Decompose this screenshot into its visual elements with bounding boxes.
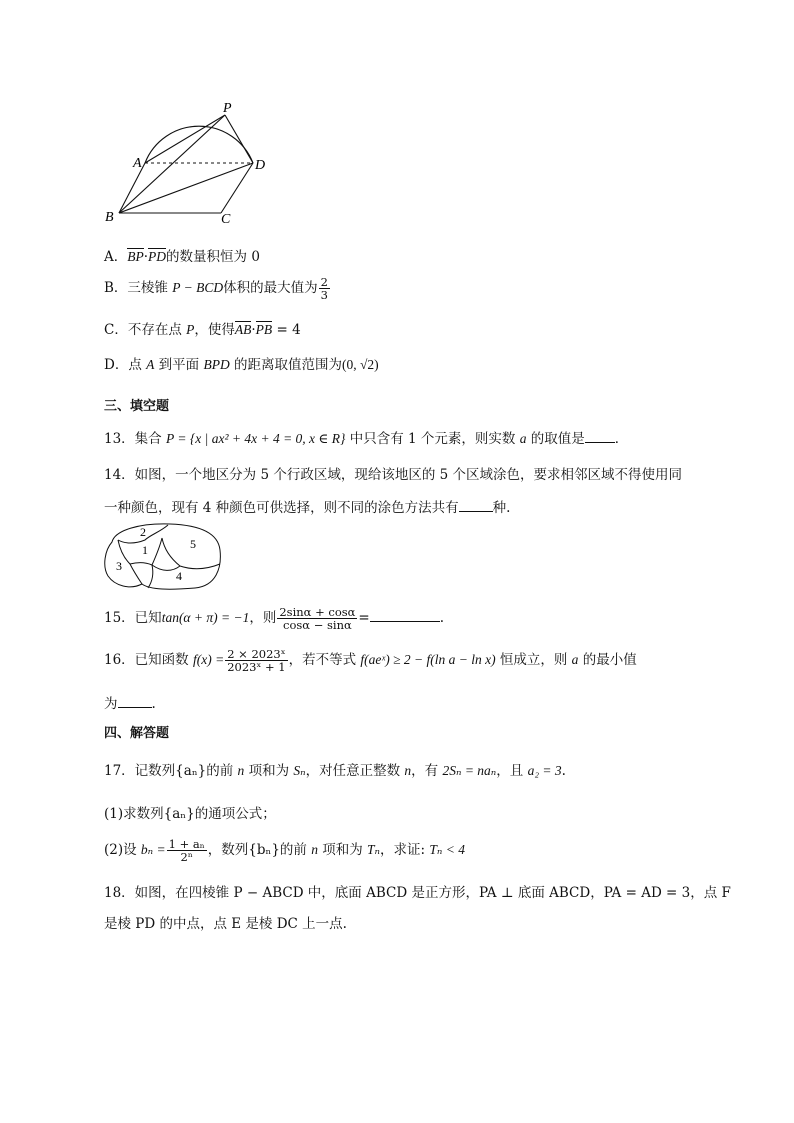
q14-line2b: 种. (492, 500, 511, 516)
point-a: A (146, 357, 155, 372)
q17-T: Tₙ (367, 842, 381, 858)
option-b-text: 体积的最大值为 (223, 280, 318, 297)
plane-bpd: BPD (203, 357, 230, 372)
vector-pb: PB (255, 322, 273, 337)
q15-eq: = (358, 610, 370, 627)
option-b-expr: P − BCD (172, 280, 224, 296)
option-b-prefix: B．三棱锥 (104, 280, 173, 297)
option-c (104, 318, 301, 338)
answer-blank (585, 441, 615, 443)
option-d (104, 353, 379, 373)
question-15 (104, 606, 444, 631)
q16-f: f(x) = (192, 652, 225, 668)
question-17-part-1: (1)求数列{aₙ}的通项公式； (104, 806, 276, 822)
segment-CD (221, 163, 253, 213)
dot: · (143, 249, 149, 265)
answer-blank (370, 620, 440, 622)
answer-blank (118, 706, 152, 708)
map-outline (105, 524, 221, 589)
q16-tail: 的最小值 (578, 652, 637, 669)
q13-tail: 的取值是 (526, 431, 585, 447)
region-2-label: 2 (140, 525, 146, 539)
q13-var-a: a (519, 431, 527, 446)
fraction-numerator: 2 × 2023ˣ (227, 647, 286, 661)
fraction-numerator: 1 + aₙ (168, 837, 205, 851)
option-d-text: 的距离取值范围为 (229, 357, 343, 373)
q17-text: ，对任意正整数 (305, 763, 405, 779)
question-16 (104, 648, 637, 673)
q16-ineq: f(aeˣ) ≥ 2 − f(ln a − ln x) (360, 652, 496, 668)
q13-text: 中只含有 1 个元素，则实数 (345, 431, 520, 447)
q17-mid: 项和为 (244, 763, 294, 779)
q16-var-a: a (571, 652, 579, 668)
question-16-line-2 (104, 692, 156, 712)
option-c-prefix: C．不存在点 (104, 322, 187, 338)
q16-mid: ，若不等式 (288, 652, 361, 669)
q16-text: 恒成立，则 (495, 652, 572, 669)
q17-end: . (561, 763, 566, 779)
option-d-prefix: D．点 (104, 357, 147, 373)
q17-b: bₙ = (140, 842, 166, 858)
range: (0, √2) (342, 357, 379, 372)
option-c-mid: ，使得 (194, 322, 235, 338)
q17-n: n (237, 763, 245, 778)
question-18-line-1: 18．如图，在四棱锥 P − ABCD 中，底面 ABCD 是正方形，PA ⊥ 底面 ABCD，PA = AD = 3，点 F (104, 885, 731, 901)
option-a (104, 245, 260, 265)
q17-lead: 17．记数列{aₙ}的前 (104, 763, 238, 779)
answer-blank (459, 510, 493, 512)
segment-AP (145, 115, 225, 163)
q17-p2tail: ，求证: (380, 842, 430, 859)
q13-set: P = {x | ax² + 4x + 4 = 0, x ∈ R} (165, 431, 346, 446)
q14-line2a: 一种颜色，现有 4 种颜色可供选择，则不同的涂色方法共有 (104, 500, 459, 516)
semicircle-arc (145, 126, 253, 163)
fraction-denominator: cosα − sinα (283, 618, 352, 633)
q15-mid: ，则 (249, 610, 277, 627)
option-a-text: 的数量积恒为 0 (166, 249, 260, 265)
label-D: D (255, 158, 266, 173)
q17-p2text: 项和为 (317, 842, 368, 859)
question-14-line-1: 14．如图，一个地区分为 5 个行政区域，现给该地区的 5 个区域涂色，要求相邻区域不得使用同 (104, 467, 683, 483)
question-13 (104, 427, 628, 447)
q15-lead: 15．已知 (104, 610, 162, 627)
region-map-figure (100, 520, 225, 595)
q17-cond: a₂ = 3 (527, 763, 562, 778)
question-14-line-2 (104, 496, 510, 516)
q13-lead: 13．集合 (104, 431, 166, 447)
vector-bp: BP (127, 249, 144, 264)
option-c-eq: = 4 (272, 322, 301, 338)
question-18-line-2: 是棱 PD 的中点，点 E 是棱 DC 上一点. (104, 916, 347, 932)
label-P: P (223, 101, 232, 116)
fraction-two-thirds (319, 276, 330, 301)
label-C: C (221, 212, 231, 225)
label-A: A (133, 156, 142, 171)
dot: · (251, 322, 256, 338)
q16-end: . (151, 696, 156, 712)
option-a-prefix: A． (104, 249, 128, 265)
q17-n2: n (404, 763, 412, 778)
q17-p2lead: (2)设 (104, 842, 141, 859)
region-3-label: 3 (116, 559, 122, 573)
region-5-label: 5 (190, 537, 196, 551)
q16-line2: 为 (104, 696, 118, 712)
q16-fraction (225, 648, 287, 673)
option-b (104, 276, 331, 301)
question-17 (104, 759, 566, 779)
vector-ab: AB (234, 322, 252, 337)
section-title-fill-in: 三、填空题 (104, 399, 170, 414)
q17-eq: 2Sₙ = naₙ (442, 763, 497, 778)
region-4-label: 4 (176, 569, 182, 583)
q17-mid2: ，有 (411, 763, 443, 779)
fraction-denominator: 2023ˣ + 1 (227, 660, 286, 675)
q17-tail: ，且 (496, 763, 528, 779)
option-d-mid: 到平面 (154, 357, 204, 373)
q17-proof: Tₙ < 4 (429, 842, 465, 858)
q17-S: Sₙ (293, 763, 306, 778)
q15-cond: tan(α + π) = −1 (161, 610, 250, 626)
q17-p2mid: ，数列{bₙ}的前 (207, 842, 312, 859)
region-1-label: 1 (142, 543, 148, 557)
fraction-numerator: 2sinα + cosα (279, 605, 356, 619)
fraction-denominator: 3 (320, 288, 328, 303)
label-B: B (105, 210, 114, 225)
q15-fraction (277, 606, 357, 631)
section-title-answer: 四、解答题 (104, 726, 170, 741)
q13-end: ． (614, 431, 629, 447)
geometry-figure-1 (95, 95, 275, 225)
fraction-numerator: 2 (320, 275, 328, 289)
point-p: P (186, 322, 195, 337)
vector-pd: PD (148, 249, 167, 264)
q16-lead: 16．已知函数 (104, 652, 193, 669)
fraction-denominator: 2ⁿ (180, 850, 193, 865)
q17-fraction (167, 838, 207, 863)
q17-p2n: n (311, 842, 318, 858)
segment-PD (225, 115, 253, 163)
question-17-part-2 (104, 838, 465, 863)
q15-end: . (439, 610, 445, 627)
